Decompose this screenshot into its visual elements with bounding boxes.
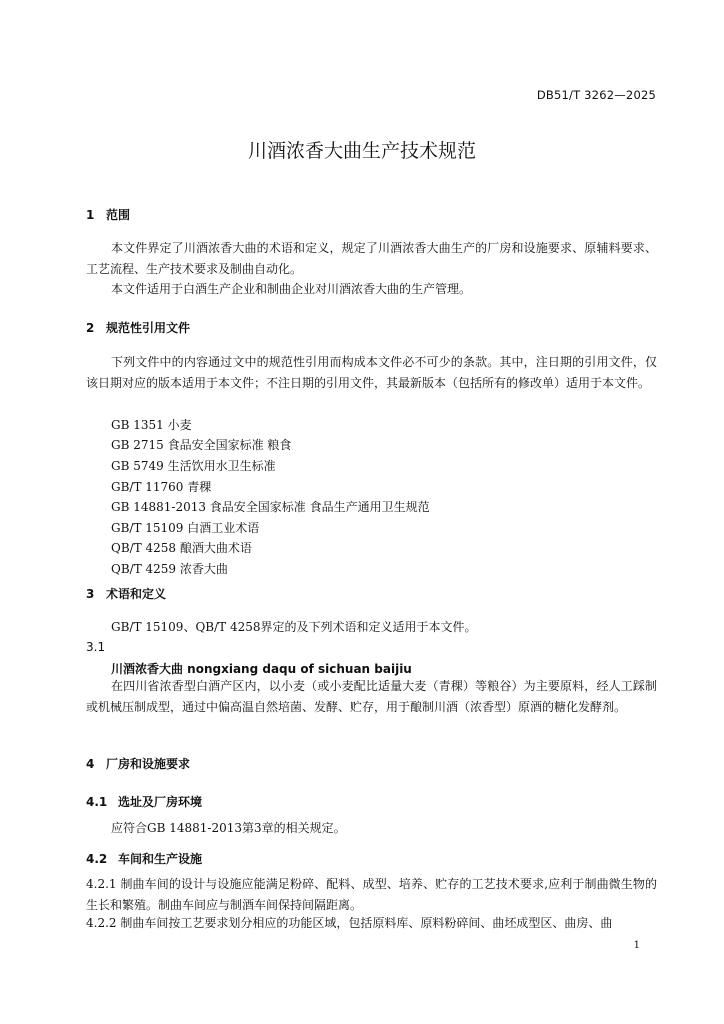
section-3-heading bbox=[86, 585, 166, 602]
document-title: 川酒浓香大曲生产技术规范 bbox=[247, 140, 476, 162]
section-3-para-1: GB/T 15109、QB/T 4258界定的及下列术语和定义适用于本文件。 bbox=[111, 620, 477, 634]
reference-item: GB 1351 小麦 bbox=[111, 418, 192, 432]
section-4-2-heading bbox=[86, 850, 202, 867]
reference-item: GB 2715 食品安全国家标准 粮食 bbox=[111, 438, 292, 452]
term-definition: 在四川省浓香型白酒产区内，以小麦（或小麦配比适量大麦（青稞）等粮谷）为主要原料，经人工踩制或机械压制成型，通过中偏高温自然培菌、发酵、贮存，用于酿制川酒（浓香型）原酒的糖化发酵剂。 bbox=[86, 679, 657, 714]
subsection-title: 车间和生产设施 bbox=[118, 852, 203, 866]
reference-item: GB 14881-2013 食品安全国家标准 食品生产通用卫生规范 bbox=[111, 500, 430, 514]
page-number: 1 bbox=[633, 940, 640, 951]
section-title: 范围 bbox=[106, 208, 131, 222]
section-number: 3 bbox=[86, 587, 95, 601]
section-1-heading bbox=[86, 206, 130, 223]
section-2-heading bbox=[86, 319, 190, 336]
section-4-1-para: 应符合GB 14881-2013第3章的相关规定。 bbox=[111, 821, 346, 835]
section-4-1-heading bbox=[86, 793, 202, 810]
section-number: 1 bbox=[86, 208, 95, 222]
section-1-para-1: 本文件界定了川酒浓香大曲的术语和定义，规定了川酒浓香大曲生产的厂房和设施要求、原辅料要求、工艺流程、生产技术要求及制曲自动化。 bbox=[86, 241, 657, 276]
section-4-heading bbox=[86, 755, 190, 772]
subsection-number: 4.2 bbox=[86, 852, 108, 866]
clause-4-2-1: 4.2.1 制曲车间的设计与设施应能满足粉碎、配料、成型、培养、贮存的工艺技术要求,应利于制曲微生物的生长和繁殖。制曲车间应与制酒车间保持间隔距离。 bbox=[86, 877, 657, 912]
section-1-para-2: 本文件适用于白酒生产企业和制曲企业对川酒浓香大曲的生产管理。 bbox=[111, 282, 472, 296]
subsection-title: 选址及厂房环境 bbox=[118, 795, 203, 809]
reference-item: QB/T 4259 浓香大曲 bbox=[111, 562, 228, 576]
subsection-number: 4.1 bbox=[86, 795, 108, 809]
section-title: 厂房和设施要求 bbox=[106, 757, 191, 771]
reference-item: GB/T 11760 青稞 bbox=[111, 480, 212, 494]
section-title: 规范性引用文件 bbox=[106, 321, 191, 335]
standard-code: DB51/T 3262—2025 bbox=[536, 88, 656, 102]
section-title: 术语和定义 bbox=[106, 587, 167, 601]
term-name: 川酒浓香大曲 nongxiang daqu of sichuan baijiu bbox=[111, 662, 412, 676]
reference-item: GB/T 15109 白酒工业术语 bbox=[111, 521, 260, 535]
term-number: 3.1 bbox=[86, 640, 106, 654]
section-2-para-1: 下列文件中的内容通过文中的规范性引用而构成本文件必不可少的条款。其中，注日期的引用文件，仅该日期对应的版本适用于本文件；不注日期的引用文件，其最新版本（包括所有的修改单）适用于本文件。 bbox=[86, 355, 657, 390]
reference-item: GB 5749 生活饮用水卫生标准 bbox=[111, 459, 276, 473]
clause-4-2-2: 4.2.2 制曲车间按工艺要求划分相应的功能区域，包括原料库、原料粉碎间、曲坯成型区、曲房、曲 bbox=[86, 916, 613, 930]
reference-item: QB/T 4258 酿酒大曲术语 bbox=[111, 541, 252, 555]
section-number: 2 bbox=[86, 321, 95, 335]
section-number: 4 bbox=[86, 757, 95, 771]
